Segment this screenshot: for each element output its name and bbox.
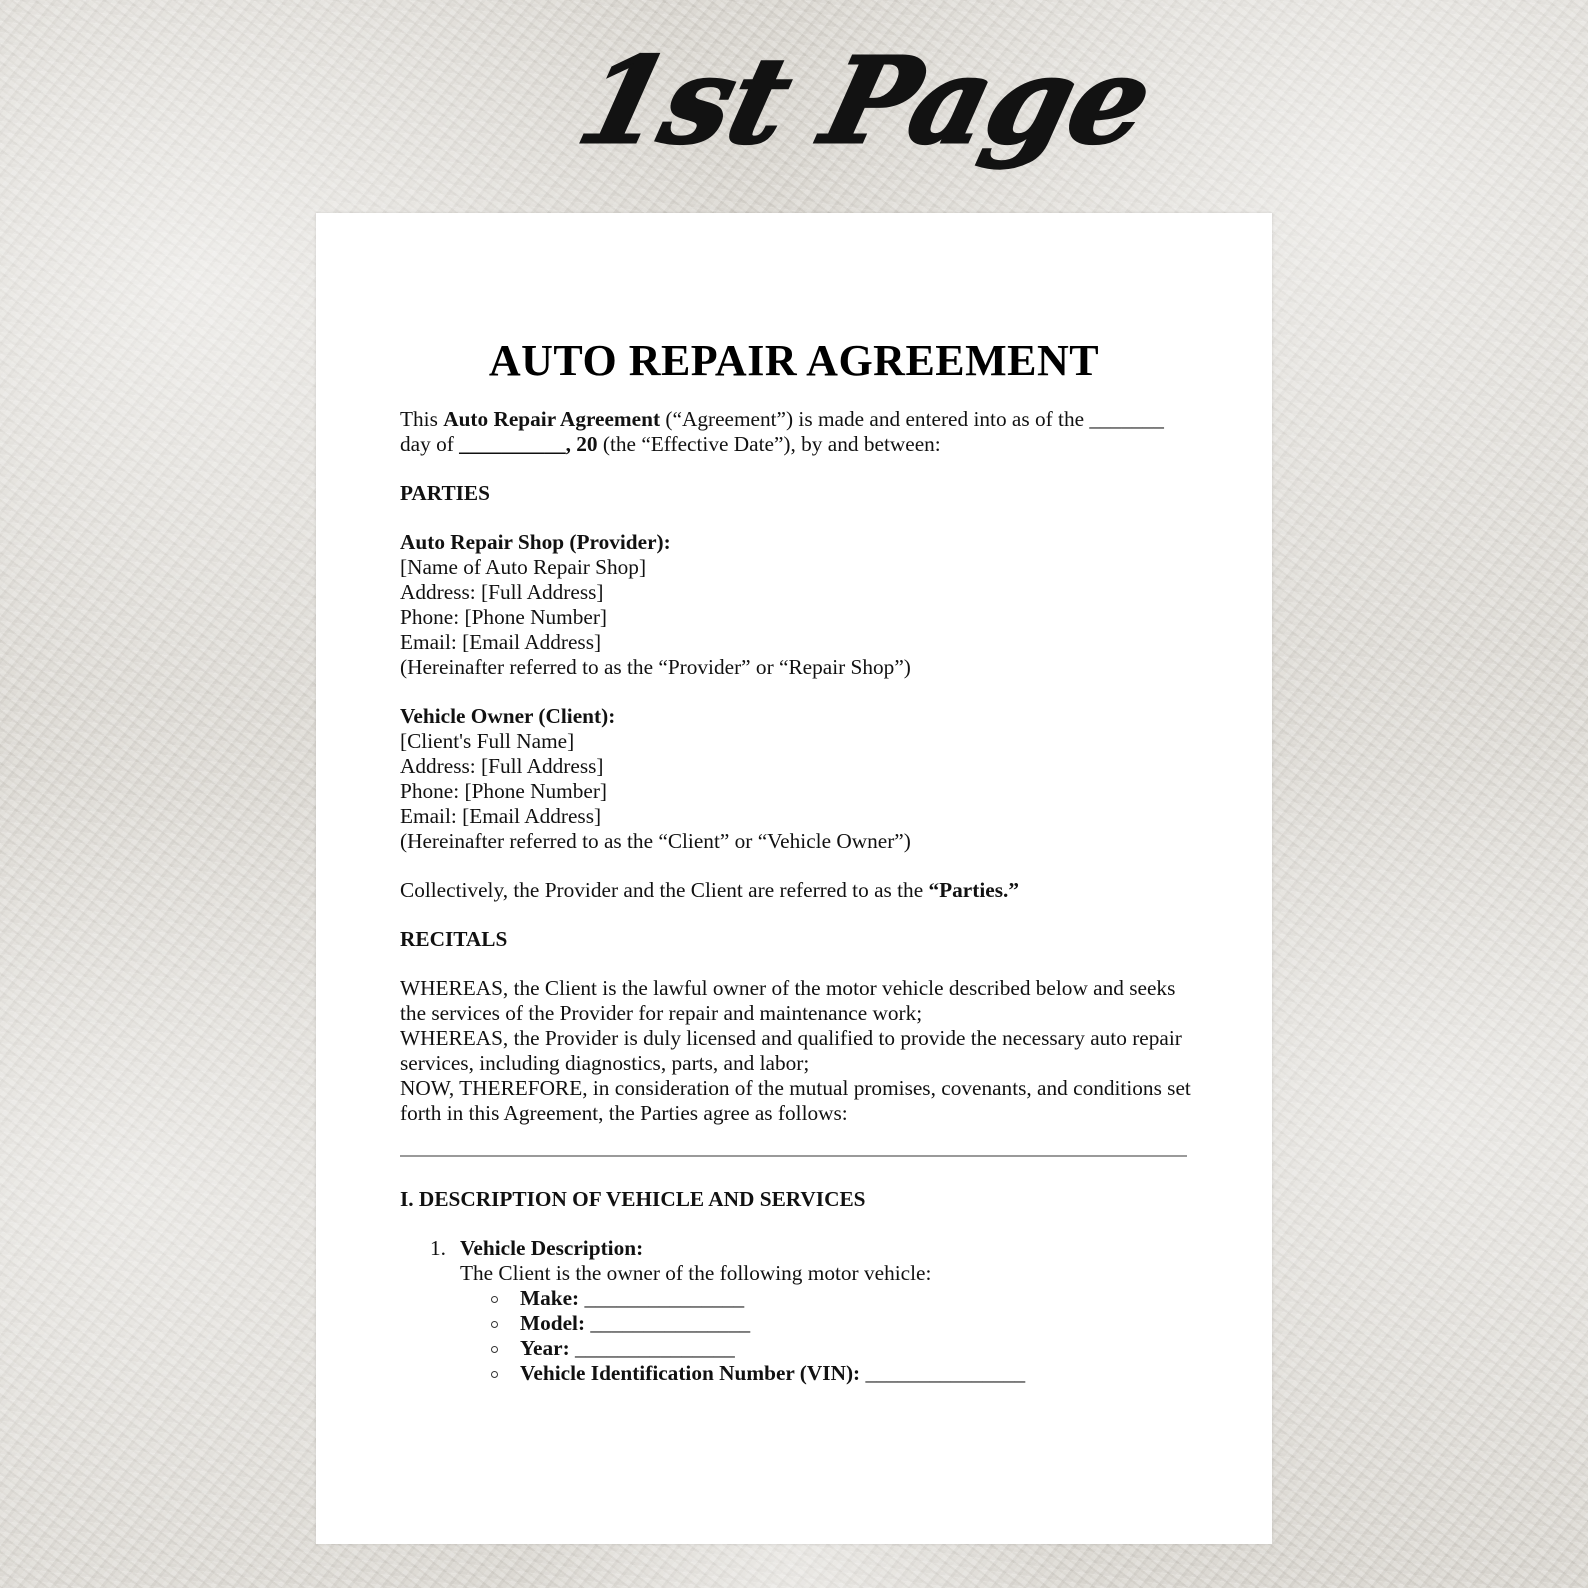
client-heading: Vehicle Owner (Client):: [400, 704, 616, 728]
list-item: [400, 1236, 1200, 1386]
blank-line: _______________: [590, 1311, 751, 1335]
vehicle-field-model: Model: _______________: [460, 1311, 1200, 1336]
page-banner: [0, 20, 1588, 210]
client-line: Address: [Full Address]: [400, 754, 604, 778]
provider-line: [Name of Auto Repair Shop]: [400, 555, 647, 579]
banner-text: 1st Page: [566, 32, 1165, 171]
recitals-heading: RECITALS: [400, 927, 508, 951]
provider-line: Address: [Full Address]: [400, 580, 604, 604]
client-line: [Client's Full Name]: [400, 729, 575, 753]
parties-heading: PARTIES: [400, 481, 490, 505]
vehicle-fields-list: [460, 1286, 1200, 1386]
client-line: (Hereinafter referred to as the “Client” or “Vehicle Owner”): [400, 829, 911, 853]
list-number: 1.: [430, 1236, 446, 1260]
circle-bullet-icon: [491, 1346, 498, 1353]
intro-paragraph: This Auto Repair Agreement (“Agreement”) is made and entered into as of the _______ day of __________, 20 (the “Effective Date”), by and between:: [400, 407, 1164, 456]
recital-paragraph: WHEREAS, the Provider is duly licensed and qualified to provide the necessary auto repair services, including diagnostics, parts, and labor;: [400, 1026, 1182, 1075]
recital-paragraph: WHEREAS, the Client is the lawful owner of the motor vehicle described below and seeks the services of the Provider for repair and maintenance work;: [400, 976, 1176, 1025]
provider-heading: Auto Repair Shop (Provider):: [400, 530, 671, 554]
document-title: AUTO REPAIR AGREEMENT: [488, 336, 1100, 385]
circle-bullet-icon: [491, 1296, 498, 1303]
recital-paragraph: NOW, THEREFORE, in consideration of the mutual promises, covenants, and conditions set forth in this Agreement, the Parties agree as follows:: [400, 1076, 1191, 1125]
vehicle-description-title: Vehicle Description:: [460, 1236, 644, 1260]
vehicle-description-text: The Client is the owner of the following motor vehicle:: [460, 1261, 932, 1285]
blank-line: _______________: [865, 1361, 1026, 1385]
blank-line: _______________: [584, 1286, 745, 1310]
document-body: [400, 407, 1200, 1386]
document-page: [316, 213, 1272, 1544]
vehicle-field-make: Make: _______________: [460, 1286, 1200, 1311]
provider-line: Phone: [Phone Number]: [400, 605, 608, 629]
banner-script-title: [514, 20, 1165, 210]
client-line: Email: [Email Address]: [400, 804, 602, 828]
circle-bullet-icon: [491, 1371, 498, 1378]
circle-bullet-icon: [491, 1321, 498, 1328]
vehicle-field-vin: Vehicle Identification Number (VIN): _______________: [460, 1361, 1200, 1386]
vehicle-field-year: Year: _______________: [460, 1336, 1200, 1361]
blank-line: _______________: [575, 1336, 735, 1360]
provider-line: Email: [Email Address]: [400, 630, 602, 654]
section-1-heading: I. DESCRIPTION OF VEHICLE AND SERVICES: [400, 1187, 866, 1211]
client-line: Phone: [Phone Number]: [400, 779, 608, 803]
provider-line: (Hereinafter referred to as the “Provider” or “Repair Shop”): [400, 655, 911, 679]
collectively-paragraph: Collectively, the Provider and the Client are referred to as the “Parties.”: [400, 878, 1019, 902]
